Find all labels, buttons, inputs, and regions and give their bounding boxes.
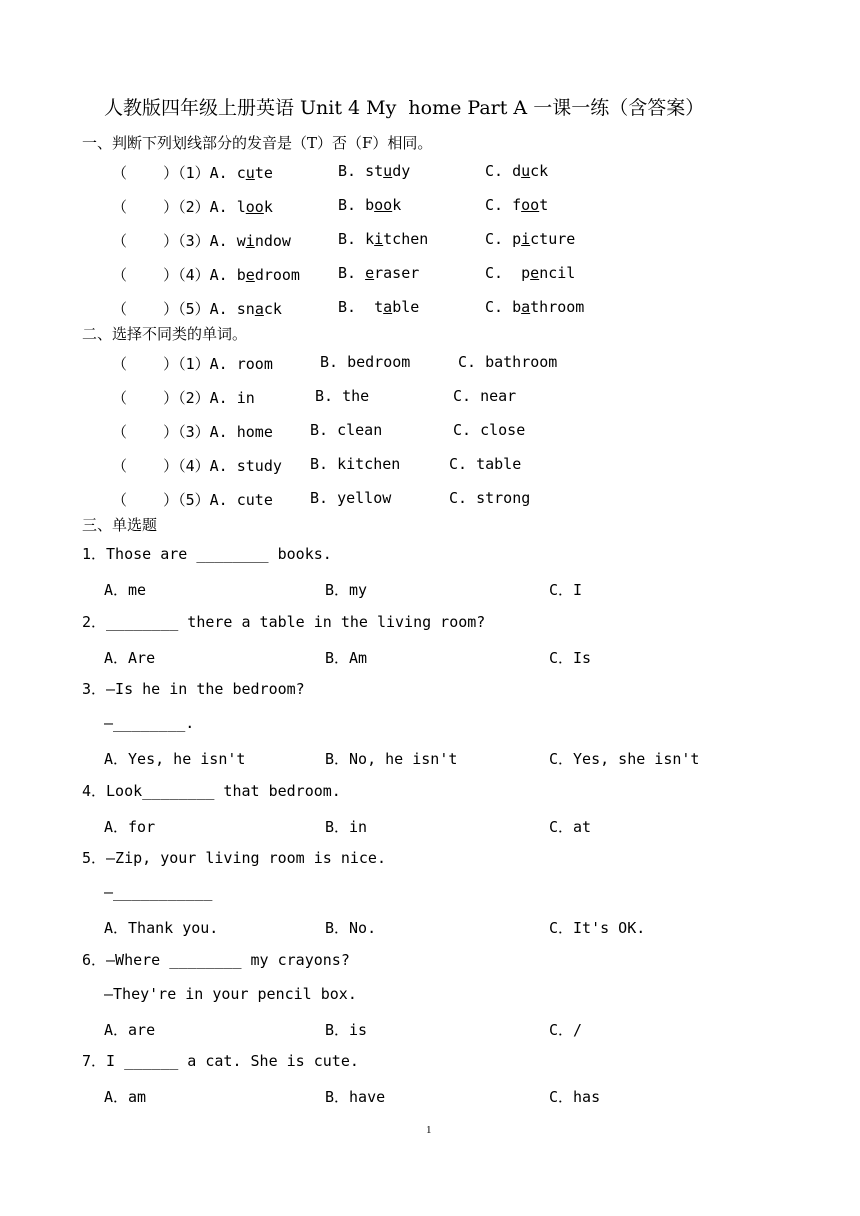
question-5-line2: —___________	[104, 883, 213, 901]
q5-option-c: C．It's OK.	[549, 919, 646, 937]
q6-option-a: A．are	[104, 1021, 156, 1039]
option-c: C. bathroom	[458, 353, 558, 371]
q4-option-b: B．in	[325, 818, 368, 836]
q2-option-c: C．Is	[549, 649, 592, 667]
option-c: C. bathroom	[485, 298, 585, 316]
question-7-stem: 7．I ______ a cat. She is cute.	[82, 1052, 359, 1070]
option-a: （ ）（2）A. look	[112, 198, 273, 216]
option-b: B. study	[338, 162, 411, 180]
underlined-letters: a	[521, 298, 531, 316]
q3-option-a: A．Yes, he isn't	[104, 750, 246, 768]
q1-option-c: C．I	[549, 581, 583, 599]
option-a: （ ）（4）A. study	[112, 457, 282, 475]
question-6-line2: —They're in your pencil box.	[104, 985, 357, 1003]
option-b: B. book	[338, 196, 402, 214]
option-b: B. eraser	[338, 264, 420, 282]
question-2-stem: 2．________ there a table in the living room?	[82, 613, 486, 631]
q3-option-b: B．No, he isn't	[325, 750, 458, 768]
option-a: （ ）（3）A. window	[112, 232, 291, 250]
section2-heading: 二、选择不同类的单词。	[82, 325, 248, 343]
underlined-letters: oo	[521, 196, 540, 214]
page-title: 人教版四年级上册英语 Unit 4 My home Part A 一课一练（含答案）	[104, 97, 705, 119]
question-4-stem: 4．Look________ that bedroom.	[82, 782, 341, 800]
underlined-letters: i	[374, 230, 384, 248]
option-a: （ ）（5）A. cute	[112, 491, 273, 509]
underlined-letters: u	[383, 162, 393, 180]
q5-option-b: B．No.	[325, 919, 377, 937]
q1-option-b: B．my	[325, 581, 368, 599]
option-c: C. near	[453, 387, 517, 405]
q6-option-b: B．is	[325, 1021, 368, 1039]
option-c: C. foot	[485, 196, 549, 214]
option-c: C. close	[453, 421, 526, 439]
option-c: C. strong	[449, 489, 531, 507]
underlined-letters: u	[245, 164, 255, 182]
q5-option-a: A．Thank you.	[104, 919, 219, 937]
option-b: B. kitchen	[310, 455, 401, 473]
page-number: 1	[426, 1124, 432, 1136]
underlined-letters: u	[521, 162, 531, 180]
option-a: （ ）（3）A. home	[112, 423, 273, 441]
q1-option-a: A．me	[104, 581, 147, 599]
question-5-stem: 5．—Zip, your living room is nice.	[82, 849, 386, 867]
q6-option-c: C．/	[549, 1021, 583, 1039]
option-b: B. bedroom	[320, 353, 411, 371]
option-c: C. table	[449, 455, 522, 473]
question-3-stem: 3．—Is he in the bedroom?	[82, 680, 305, 698]
q7-option-a: A．am	[104, 1088, 147, 1106]
q2-option-b: B．Am	[325, 649, 368, 667]
underlined-letters: a	[254, 300, 264, 318]
question-1-stem: 1．Those are ________ books.	[82, 545, 332, 563]
underlined-letters: oo	[245, 198, 264, 216]
q4-option-c: C．at	[549, 818, 592, 836]
option-b: B. table	[338, 298, 420, 316]
underlined-letters: e	[365, 264, 375, 282]
underlined-letters: i	[521, 230, 531, 248]
option-a: （ ）（2）A. in	[112, 389, 255, 407]
q3-option-c: C．Yes, she isn't	[549, 750, 700, 768]
option-a: （ ）（1）A. cute	[112, 164, 273, 182]
option-c: C. duck	[485, 162, 549, 180]
question-3-line2: —________.	[104, 714, 195, 732]
underlined-letters: i	[245, 232, 255, 250]
option-c: C. pencil	[485, 264, 576, 282]
option-c: C. picture	[485, 230, 576, 248]
q2-option-a: A．Are	[104, 649, 156, 667]
option-b: B. the	[315, 387, 370, 405]
q7-option-c: C．has	[549, 1088, 601, 1106]
underlined-letters: e	[530, 264, 540, 282]
option-a: （ ）（1）A. room	[112, 355, 273, 373]
section3-heading: 三、单选题	[82, 516, 158, 534]
option-a: （ ）（4）A. bedroom	[112, 266, 300, 284]
q4-option-a: A．for	[104, 818, 156, 836]
underlined-letters: a	[383, 298, 393, 316]
option-b: B. kitchen	[338, 230, 429, 248]
section1-heading: 一、判断下列划线部分的发音是（T）否（F）相同。	[82, 134, 433, 152]
option-b: B. clean	[310, 421, 383, 439]
option-a: （ ）（5）A. snack	[112, 300, 282, 318]
question-6-stem: 6．—Where ________ my crayons?	[82, 951, 350, 969]
option-b: B. yellow	[310, 489, 392, 507]
q7-option-b: B．have	[325, 1088, 386, 1106]
underlined-letters: e	[245, 266, 255, 284]
underlined-letters: oo	[374, 196, 393, 214]
